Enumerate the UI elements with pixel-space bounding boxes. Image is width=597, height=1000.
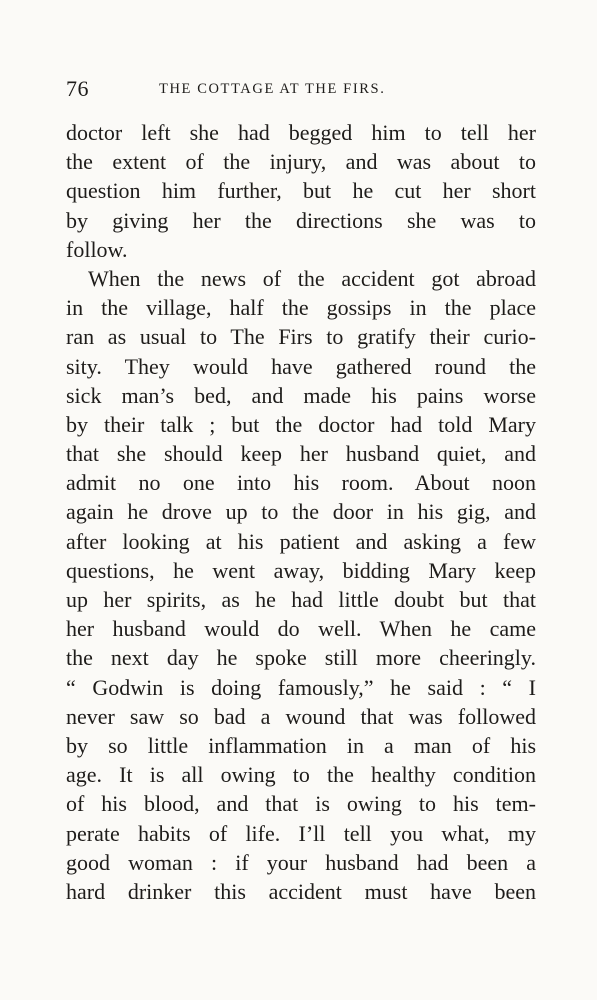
text-line: question him further, but he cut her short bbox=[66, 178, 536, 204]
text-line: up her spirits, as he had little doubt but that bbox=[66, 587, 536, 612]
text-line: ran as usual to The Firs to gratify their curio- bbox=[66, 324, 536, 350]
text-line: questions, he went away, bidding Mary keep bbox=[66, 557, 536, 583]
running-head bbox=[66, 76, 542, 102]
running-title: THE COTTAGE AT THE FIRS. bbox=[159, 81, 386, 97]
text-line: sick man’s bed, and made his pains worse bbox=[66, 382, 536, 408]
text-line: hard drinker this accident must have been bbox=[66, 878, 536, 904]
text-line: good woman : if your husband had been a bbox=[66, 849, 536, 875]
text-line: by their talk ; but the doctor had told Mary bbox=[66, 411, 536, 437]
text-line: perate habits of life. I’ll tell you what, my bbox=[66, 820, 536, 846]
page-number: 76 bbox=[66, 76, 89, 101]
paragraph-start-line: When the news of the accident got abroad bbox=[88, 265, 536, 291]
text-line: follow. bbox=[66, 236, 128, 262]
text-line: admit no one into his room. About noon bbox=[66, 470, 536, 496]
text-line: sity. They would have gathered round the bbox=[66, 353, 536, 379]
text-line: of his blood, and that is owing to his tem- bbox=[66, 791, 536, 817]
text-line: in the village, half the gossips in the place bbox=[66, 295, 536, 321]
text-line: the extent of the injury, and was about to bbox=[66, 149, 536, 175]
body-text bbox=[66, 118, 536, 906]
text-line: by so little inflammation in a man of his bbox=[66, 732, 536, 758]
text-line: by giving her the directions she was to bbox=[66, 207, 536, 233]
text-line: her husband would do well. When he came bbox=[66, 616, 536, 642]
text-line: age. It is all owing to the healthy condition bbox=[66, 762, 536, 788]
text-line: doctor left she had begged him to tell her bbox=[66, 120, 536, 145]
text-line: that she should keep her husband quiet, and bbox=[66, 441, 536, 467]
text-line: again he drove up to the door in his gig, and bbox=[66, 499, 536, 525]
text-line: after looking at his patient and asking a few bbox=[66, 528, 536, 554]
text-line: “ Godwin is doing famously,” he said : “ I bbox=[66, 674, 536, 700]
text-line: never saw so bad a wound that was followed bbox=[66, 703, 536, 729]
text-line: the next day he spoke still more cheeringly. bbox=[66, 645, 536, 671]
